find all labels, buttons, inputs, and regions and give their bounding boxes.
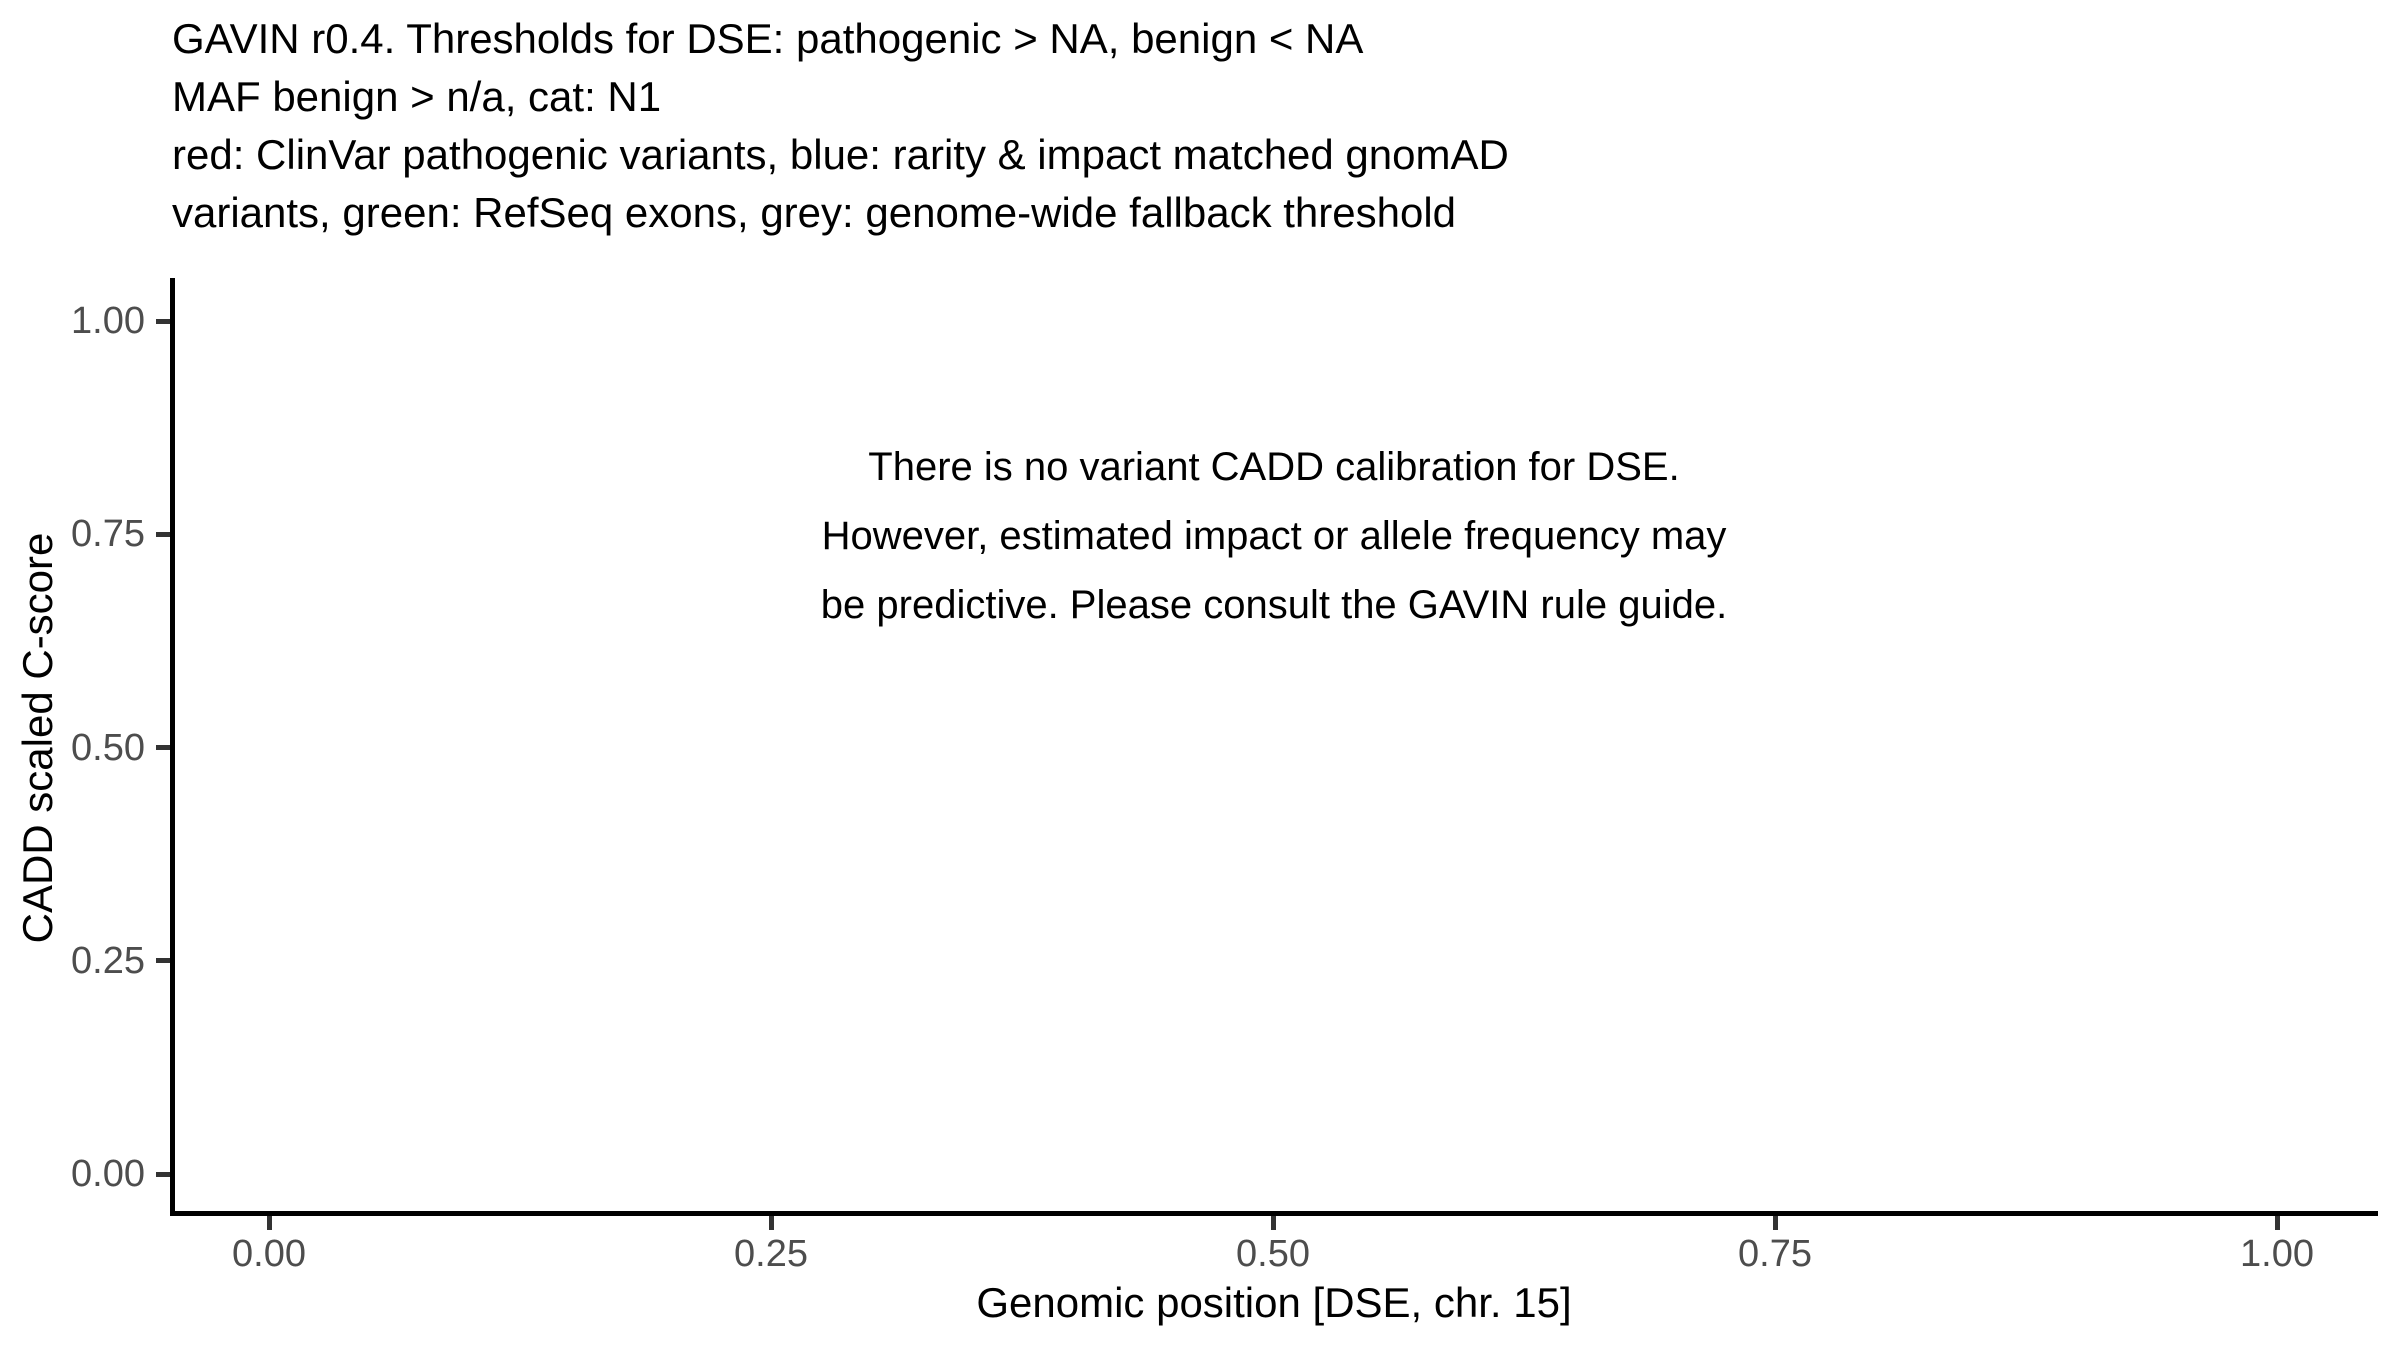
plot-panel bbox=[170, 278, 2378, 1216]
chart-title-line-3: red: ClinVar pathogenic variants, blue: rarity & impact matched gnomAD bbox=[172, 131, 1509, 178]
y-axis-tick-mark bbox=[156, 745, 170, 750]
chart-title-line-2: MAF benign > n/a, cat: N1 bbox=[172, 73, 662, 120]
y-axis-tick-mark bbox=[156, 319, 170, 324]
x-axis-tick-label: 0.50 bbox=[1236, 1233, 1310, 1275]
x-axis-tick-label: 0.00 bbox=[232, 1233, 306, 1275]
x-axis-tick-label: 0.75 bbox=[1738, 1233, 1812, 1275]
y-axis-tick-mark bbox=[156, 1172, 170, 1177]
y-axis-tick-label: 0.50 bbox=[71, 727, 145, 769]
y-axis-tick-mark bbox=[156, 958, 170, 963]
x-axis-tick-mark bbox=[1773, 1216, 1778, 1230]
y-axis-tick-label: 0.00 bbox=[71, 1153, 145, 1195]
x-axis-tick-mark bbox=[769, 1216, 774, 1230]
x-axis-tick-label: 0.25 bbox=[734, 1233, 808, 1275]
y-axis-tick-label: 0.25 bbox=[71, 940, 145, 982]
y-axis-tick-label: 0.75 bbox=[71, 513, 145, 555]
y-axis-tick-label: 1.00 bbox=[71, 300, 145, 342]
annotation-line-3: be predictive. Please consult the GAVIN rule guide. bbox=[820, 583, 1728, 627]
y-axis-tick-mark bbox=[156, 532, 170, 537]
x-axis-tick-mark bbox=[2275, 1216, 2280, 1230]
x-axis-tick-mark bbox=[1271, 1216, 1276, 1230]
x-axis-tick-label: 1.00 bbox=[2240, 1233, 2314, 1275]
y-axis-title: CADD scaled C-score bbox=[14, 532, 61, 944]
chart-title-line-1: GAVIN r0.4. Thresholds for DSE: pathogenic > NA, benign < NA bbox=[172, 15, 1364, 62]
annotation-line-1: There is no variant CADD calibration for DSE. bbox=[868, 445, 1680, 489]
plot-annotation bbox=[170, 433, 2378, 640]
chart-title-line-4: variants, green: RefSeq exons, grey: genome-wide fallback threshold bbox=[172, 189, 1457, 236]
x-axis-tick-mark bbox=[267, 1216, 272, 1230]
chart-title bbox=[172, 10, 1509, 242]
annotation-line-2: However, estimated impact or allele frequency may bbox=[821, 514, 1727, 558]
x-axis-title: Genomic position [DSE, chr. 15] bbox=[976, 1279, 1572, 1326]
